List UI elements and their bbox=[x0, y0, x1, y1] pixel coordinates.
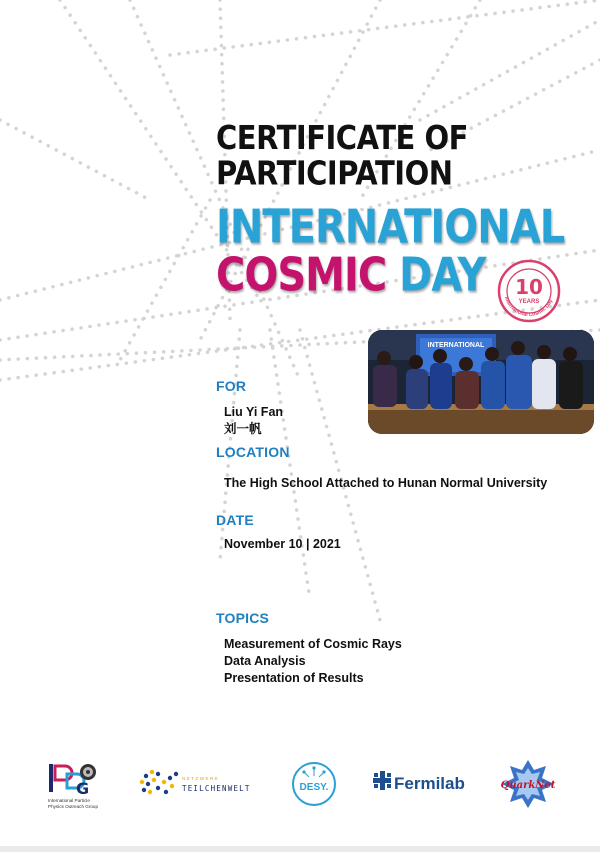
date-value: November 10 | 2021 bbox=[224, 537, 341, 551]
bottom-edge bbox=[0, 846, 600, 852]
netzwerk-top: NETZWERK bbox=[182, 776, 220, 781]
desy-text: DESY. bbox=[299, 782, 329, 793]
quarknet-logo bbox=[501, 760, 556, 808]
netzwerk-main: TEILCHENWELT bbox=[182, 784, 251, 793]
topic-item: Presentation of Results bbox=[224, 671, 364, 685]
photo-screen-text: INTERNATIONAL bbox=[427, 342, 485, 349]
date-label: DATE bbox=[216, 512, 254, 528]
stamp-years: YEARS bbox=[518, 299, 540, 305]
stamp-number: 10 bbox=[515, 275, 543, 299]
desy-logo bbox=[293, 763, 335, 805]
recipient-name-latin: Liu Yi Fan bbox=[224, 405, 284, 419]
fermilab-logo bbox=[373, 771, 465, 793]
svg-text:G: G bbox=[76, 779, 90, 798]
certificate-title bbox=[216, 117, 468, 193]
title-line-1: CERTIFICATE OF bbox=[216, 117, 468, 157]
partner-logos bbox=[0, 760, 600, 820]
quarknet-text: QuarkNet bbox=[500, 780, 556, 791]
location-label: LOCATION bbox=[216, 444, 290, 460]
ippog-caption-1: International Particle bbox=[48, 798, 90, 803]
recipient-name-chinese: 刘一帆 bbox=[224, 422, 262, 436]
title-line-2: PARTICIPATION bbox=[216, 153, 453, 193]
netzwerk-teilchenwelt-logo bbox=[140, 770, 251, 794]
for-label: FOR bbox=[216, 378, 247, 394]
event-name-line-2 bbox=[216, 250, 485, 301]
ten-years-stamp bbox=[496, 258, 562, 324]
fermilab-text: Fermilab bbox=[394, 774, 465, 793]
location-value: The High School Attached to Hunan Normal University bbox=[224, 476, 548, 490]
stamp-ring-text: International Cosmic Day bbox=[502, 296, 555, 319]
group-photo bbox=[368, 330, 594, 434]
event-name-line-1: INTERNATIONAL bbox=[216, 200, 565, 254]
topic-item: Measurement of Cosmic Rays bbox=[224, 637, 402, 651]
event-word-cosmic: COSMIC bbox=[216, 248, 387, 302]
event-word-day: DAY bbox=[399, 248, 486, 302]
topics-label: TOPICS bbox=[216, 610, 270, 626]
ippog-caption-2: Physics Outreach Group bbox=[48, 804, 99, 809]
ippog-logo bbox=[48, 764, 98, 809]
topic-item: Data Analysis bbox=[224, 654, 306, 668]
